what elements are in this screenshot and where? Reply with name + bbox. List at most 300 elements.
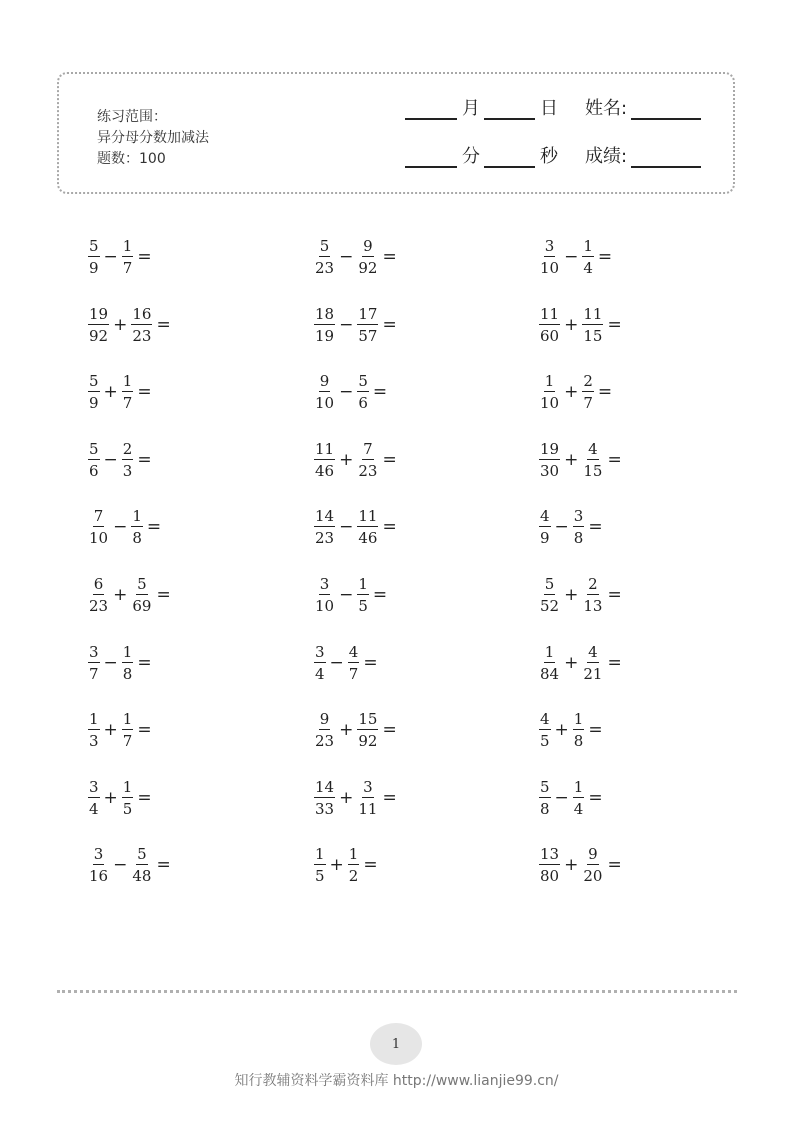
denominator: 23 — [315, 529, 335, 548]
fraction-first — [314, 575, 335, 615]
numerator: 1 — [315, 845, 325, 864]
problem — [539, 773, 603, 823]
fraction-first — [314, 305, 335, 345]
denominator: 20 — [583, 867, 603, 886]
problem-row — [88, 570, 648, 620]
numerator: 5 — [540, 777, 550, 796]
denominator: 7 — [122, 259, 133, 277]
numerator: 14 — [315, 507, 335, 526]
problem-row — [88, 435, 648, 485]
day-blank[interactable] — [484, 98, 535, 120]
numerator: 1 — [122, 642, 133, 661]
numerator: 5 — [137, 575, 147, 593]
operator: − — [113, 855, 128, 876]
equals-sign: = — [156, 314, 171, 335]
fraction-first — [539, 710, 551, 750]
fraction-second — [122, 643, 134, 683]
denominator: 10 — [89, 529, 109, 548]
problem — [539, 232, 612, 282]
denominator: 16 — [89, 867, 109, 886]
operator: − — [339, 585, 354, 605]
denominator: 7 — [348, 664, 359, 683]
header-box — [57, 72, 735, 194]
problem-row — [88, 705, 648, 755]
numerator: 11 — [583, 304, 603, 323]
denominator: 10 — [315, 597, 335, 615]
denominator: 8 — [540, 799, 550, 818]
minute-blank[interactable] — [405, 146, 457, 168]
month-label: 月 — [462, 98, 480, 119]
problem — [314, 705, 397, 755]
equals-sign: = — [382, 449, 397, 470]
fraction-first — [539, 778, 551, 818]
problem — [88, 435, 152, 485]
numerator: 4 — [540, 710, 550, 729]
equals-sign: = — [156, 585, 171, 605]
fraction-second — [573, 778, 585, 818]
score-label: 成绩: — [585, 146, 628, 167]
fraction-second — [357, 372, 369, 412]
fraction-second — [131, 305, 152, 345]
denominator: 23 — [358, 461, 378, 480]
numerator: 16 — [132, 304, 152, 323]
numerator: 13 — [540, 845, 560, 864]
numerator: 1 — [358, 575, 368, 593]
numerator: 1 — [132, 507, 142, 526]
operator: + — [329, 855, 344, 876]
problem-row — [88, 638, 648, 688]
numerator: 11 — [358, 507, 378, 526]
fraction-second — [357, 305, 378, 345]
problem-row — [88, 773, 648, 823]
fraction-first — [539, 643, 560, 683]
fraction-first — [88, 305, 109, 345]
numerator: 11 — [540, 304, 560, 323]
numerator: 1 — [544, 372, 555, 391]
numerator: 4 — [588, 439, 598, 458]
fraction-first — [314, 507, 335, 547]
numerator: 1 — [89, 710, 99, 729]
numerator: 11 — [315, 439, 335, 458]
equals-sign: = — [372, 382, 388, 403]
equals-sign: = — [607, 314, 622, 335]
operator: + — [564, 449, 579, 470]
denominator: 80 — [540, 867, 560, 886]
problem — [314, 773, 397, 823]
fraction-first — [539, 237, 560, 277]
numerator: 1 — [122, 777, 133, 796]
operator: − — [103, 247, 118, 267]
fraction-second — [582, 575, 603, 615]
operator: + — [103, 787, 118, 808]
numerator: 3 — [89, 642, 99, 661]
problem — [314, 570, 387, 620]
numerator: 5 — [544, 575, 555, 593]
numerator: 3 — [544, 237, 555, 255]
operator: + — [564, 855, 579, 876]
numerator: 9 — [319, 372, 330, 391]
operator: + — [564, 652, 579, 673]
range-value: 异分母分数加减法 — [97, 130, 209, 146]
fraction-second — [573, 507, 585, 547]
operator: + — [113, 585, 128, 605]
denominator: 11 — [358, 799, 378, 818]
problem — [314, 840, 378, 890]
numerator: 5 — [137, 845, 147, 864]
denominator: 9 — [89, 394, 99, 413]
problem — [539, 435, 622, 485]
equals-sign: = — [588, 720, 603, 741]
fraction-second — [357, 237, 378, 277]
equals-sign: = — [137, 787, 152, 808]
denominator: 60 — [540, 326, 560, 345]
operator: − — [554, 787, 569, 808]
fraction-first — [88, 237, 100, 277]
fraction-first — [314, 710, 335, 750]
equals-sign: = — [382, 247, 397, 267]
denominator: 4 — [89, 799, 99, 818]
equals-sign: = — [137, 449, 152, 470]
denominator: 19 — [315, 326, 335, 345]
footer-text: 知行教辅资料学霸资料库 http://www.lianjie99.cn/ — [234, 1073, 559, 1089]
operator: + — [339, 449, 354, 470]
denominator: 10 — [315, 394, 335, 413]
fraction-second — [122, 372, 134, 412]
fraction-second — [357, 440, 378, 480]
numerator: 9 — [588, 845, 598, 864]
problem-row — [88, 840, 648, 890]
fraction-first — [314, 440, 335, 480]
problem — [539, 300, 622, 350]
numerator: 14 — [315, 777, 335, 796]
equals-sign: = — [137, 720, 152, 741]
numerator: 1 — [583, 237, 593, 255]
problem-row — [88, 232, 648, 282]
operator: + — [103, 382, 118, 403]
fraction-first — [539, 305, 560, 345]
denominator: 33 — [315, 799, 335, 818]
equals-sign: = — [607, 449, 622, 470]
problem-row — [88, 502, 648, 552]
denominator: 21 — [583, 664, 603, 683]
numerator: 17 — [358, 304, 378, 323]
fraction-second — [131, 575, 152, 615]
denominator: 4 — [583, 259, 593, 277]
denominator: 6 — [358, 394, 368, 413]
date-name-row — [405, 98, 701, 120]
fraction-first — [314, 643, 326, 683]
fraction-second — [582, 440, 603, 480]
minute-label: 分 — [462, 146, 480, 167]
denominator: 10 — [540, 259, 560, 277]
numerator: 7 — [93, 507, 104, 526]
denominator: 23 — [315, 732, 335, 751]
operator: + — [339, 720, 354, 741]
denominator: 15 — [583, 461, 603, 480]
fraction-first — [539, 507, 551, 547]
fraction-second — [122, 710, 134, 750]
numerator: 15 — [358, 710, 378, 729]
numerator: 18 — [315, 304, 335, 323]
fraction-second — [357, 710, 378, 750]
numerator: 1 — [122, 372, 133, 391]
problem — [88, 638, 152, 688]
operator: − — [339, 382, 354, 403]
denominator: 23 — [89, 597, 109, 615]
fraction-second — [582, 305, 603, 345]
numerator: 7 — [363, 439, 373, 458]
equals-sign: = — [382, 517, 397, 538]
numerator: 5 — [89, 372, 99, 391]
fraction-second — [573, 710, 585, 750]
denominator: 57 — [358, 326, 378, 345]
month-blank[interactable] — [405, 98, 457, 120]
numerator: 3 — [573, 507, 584, 526]
problem — [539, 638, 622, 688]
operator: + — [103, 720, 118, 741]
equals-sign: = — [137, 382, 152, 403]
problem — [314, 435, 397, 485]
denominator: 30 — [540, 461, 560, 480]
score-blank[interactable] — [631, 146, 701, 168]
denominator: 9 — [540, 529, 550, 548]
equals-sign: = — [597, 382, 613, 403]
equals-sign: = — [607, 585, 622, 605]
numerator: 3 — [319, 575, 330, 593]
numerator: 1 — [122, 710, 133, 729]
denominator: 23 — [132, 326, 152, 345]
equals-sign: = — [363, 855, 378, 876]
numerator: 4 — [588, 642, 598, 661]
operator: − — [339, 247, 354, 267]
denominator: 84 — [540, 664, 560, 683]
fraction-second — [582, 845, 603, 885]
time-score-row — [405, 146, 701, 168]
denominator: 9 — [89, 259, 99, 277]
fraction-first — [88, 710, 100, 750]
fraction-first — [539, 845, 560, 885]
operator: − — [113, 517, 128, 538]
denominator: 5 — [315, 867, 325, 886]
operator: − — [554, 517, 569, 538]
denominator: 5 — [540, 732, 550, 751]
equals-sign: = — [372, 585, 388, 605]
operator: + — [564, 314, 579, 335]
denominator: 5 — [122, 799, 133, 818]
problem-row — [88, 367, 648, 417]
fraction-second — [582, 643, 603, 683]
fraction-second — [582, 372, 594, 412]
numerator: 6 — [93, 575, 104, 593]
denominator: 8 — [573, 732, 584, 751]
equals-sign: = — [597, 247, 613, 267]
operator: + — [564, 585, 579, 605]
numerator: 4 — [540, 507, 550, 526]
denominator: 92 — [358, 259, 378, 277]
denominator: 4 — [315, 664, 325, 683]
numerator: 5 — [319, 237, 330, 255]
name-blank[interactable] — [631, 98, 701, 120]
denominator: 3 — [89, 732, 99, 751]
fraction-first — [314, 372, 335, 412]
problem — [539, 502, 603, 552]
denominator: 15 — [583, 326, 603, 345]
equals-sign: = — [382, 314, 397, 335]
numerator: 1 — [573, 777, 584, 796]
equals-sign: = — [588, 517, 603, 538]
equals-sign: = — [382, 787, 397, 808]
fraction-first — [88, 440, 100, 480]
operator: + — [554, 720, 569, 741]
denominator: 3 — [122, 461, 133, 480]
equals-sign: = — [588, 787, 603, 808]
footer-divider — [57, 990, 737, 993]
numerator: 5 — [358, 372, 368, 391]
fraction-second — [357, 507, 378, 547]
fraction-first — [314, 845, 326, 885]
fraction-first — [314, 237, 335, 277]
numerator: 19 — [89, 304, 109, 323]
denominator: 8 — [132, 529, 142, 548]
denominator: 7 — [89, 664, 99, 683]
numerator: 3 — [89, 777, 99, 796]
problem — [88, 773, 152, 823]
fraction-second — [348, 845, 360, 885]
problem — [314, 232, 397, 282]
denominator: 23 — [315, 259, 335, 277]
numerator: 1 — [544, 642, 555, 661]
numerator: 3 — [93, 845, 104, 864]
fraction-first — [88, 507, 109, 547]
equals-sign: = — [363, 652, 378, 673]
problem — [314, 638, 378, 688]
day-label: 日 — [540, 98, 558, 119]
denominator: 10 — [540, 394, 560, 413]
numerator: 1 — [348, 845, 359, 864]
fraction-first — [88, 372, 100, 412]
denominator: 48 — [132, 867, 152, 886]
denominator: 4 — [573, 799, 584, 818]
numerator: 5 — [89, 237, 99, 255]
question-count: 题数：100 — [97, 151, 166, 167]
fraction-second — [122, 237, 134, 277]
numerator: 2 — [122, 439, 133, 458]
equals-sign: = — [607, 652, 622, 673]
fraction-first — [88, 778, 100, 818]
operator: + — [113, 314, 128, 335]
numerator: 2 — [583, 372, 593, 391]
denominator: 7 — [122, 732, 133, 751]
equals-sign: = — [137, 652, 152, 673]
second-label: 秒 — [540, 146, 558, 167]
equals-sign: = — [607, 855, 622, 876]
fraction-first — [88, 845, 109, 885]
problem — [88, 840, 171, 890]
numerator: 3 — [363, 777, 373, 796]
denominator: 2 — [348, 867, 359, 886]
denominator: 92 — [358, 732, 378, 751]
equals-sign: = — [156, 855, 171, 876]
fraction-first — [539, 372, 560, 412]
range-label: 练习范围： — [97, 109, 167, 125]
fraction-first — [539, 575, 560, 615]
fraction-first — [314, 778, 335, 818]
fraction-first — [88, 575, 109, 615]
problem — [539, 570, 622, 620]
numerator: 9 — [363, 237, 373, 255]
denominator: 13 — [583, 597, 603, 615]
problem — [539, 367, 612, 417]
numerator: 1 — [122, 237, 133, 255]
equals-sign: = — [137, 247, 152, 267]
fraction-second — [122, 778, 134, 818]
operator: − — [339, 517, 354, 538]
denominator: 92 — [89, 326, 109, 345]
operator: − — [339, 314, 354, 335]
denominator: 5 — [358, 597, 368, 615]
name-label: 姓名: — [585, 98, 628, 119]
denominator: 8 — [122, 664, 133, 683]
second-blank[interactable] — [484, 146, 535, 168]
problem — [88, 502, 161, 552]
numerator: 2 — [588, 575, 598, 593]
problem — [539, 840, 622, 890]
problem — [539, 705, 603, 755]
problem — [88, 705, 152, 755]
operator: − — [564, 247, 579, 267]
fraction-second — [131, 845, 152, 885]
problem — [314, 300, 397, 350]
denominator: 46 — [358, 529, 378, 548]
fraction-first — [539, 440, 560, 480]
operator: + — [564, 382, 579, 403]
denominator: 46 — [315, 461, 335, 480]
numerator: 9 — [319, 710, 330, 729]
fraction-second — [582, 237, 594, 277]
fraction-second — [122, 440, 134, 480]
problem — [88, 300, 171, 350]
problem — [88, 570, 171, 620]
worksheet-info — [97, 107, 209, 170]
denominator: 6 — [89, 461, 99, 480]
denominator: 52 — [540, 597, 560, 615]
numerator: 5 — [89, 439, 99, 458]
numerator: 1 — [573, 710, 584, 729]
operator: − — [103, 652, 118, 673]
operator: − — [103, 449, 118, 470]
equals-sign: = — [382, 720, 397, 741]
fraction-second — [357, 778, 378, 818]
fraction-second — [357, 575, 369, 615]
denominator: 69 — [132, 597, 152, 615]
numerator: 4 — [348, 642, 359, 661]
numerator: 19 — [540, 439, 560, 458]
fraction-first — [88, 643, 100, 683]
denominator: 7 — [122, 394, 133, 413]
denominator: 7 — [583, 394, 593, 413]
equals-sign: = — [146, 517, 162, 538]
operator: − — [329, 652, 344, 673]
operator: + — [339, 787, 354, 808]
page-number: 1 — [370, 1023, 422, 1065]
fraction-second — [131, 507, 143, 547]
problem — [314, 367, 387, 417]
problem — [314, 502, 397, 552]
fraction-second — [348, 643, 360, 683]
problem — [88, 367, 152, 417]
problem-row — [88, 300, 648, 350]
numerator: 3 — [315, 642, 325, 661]
